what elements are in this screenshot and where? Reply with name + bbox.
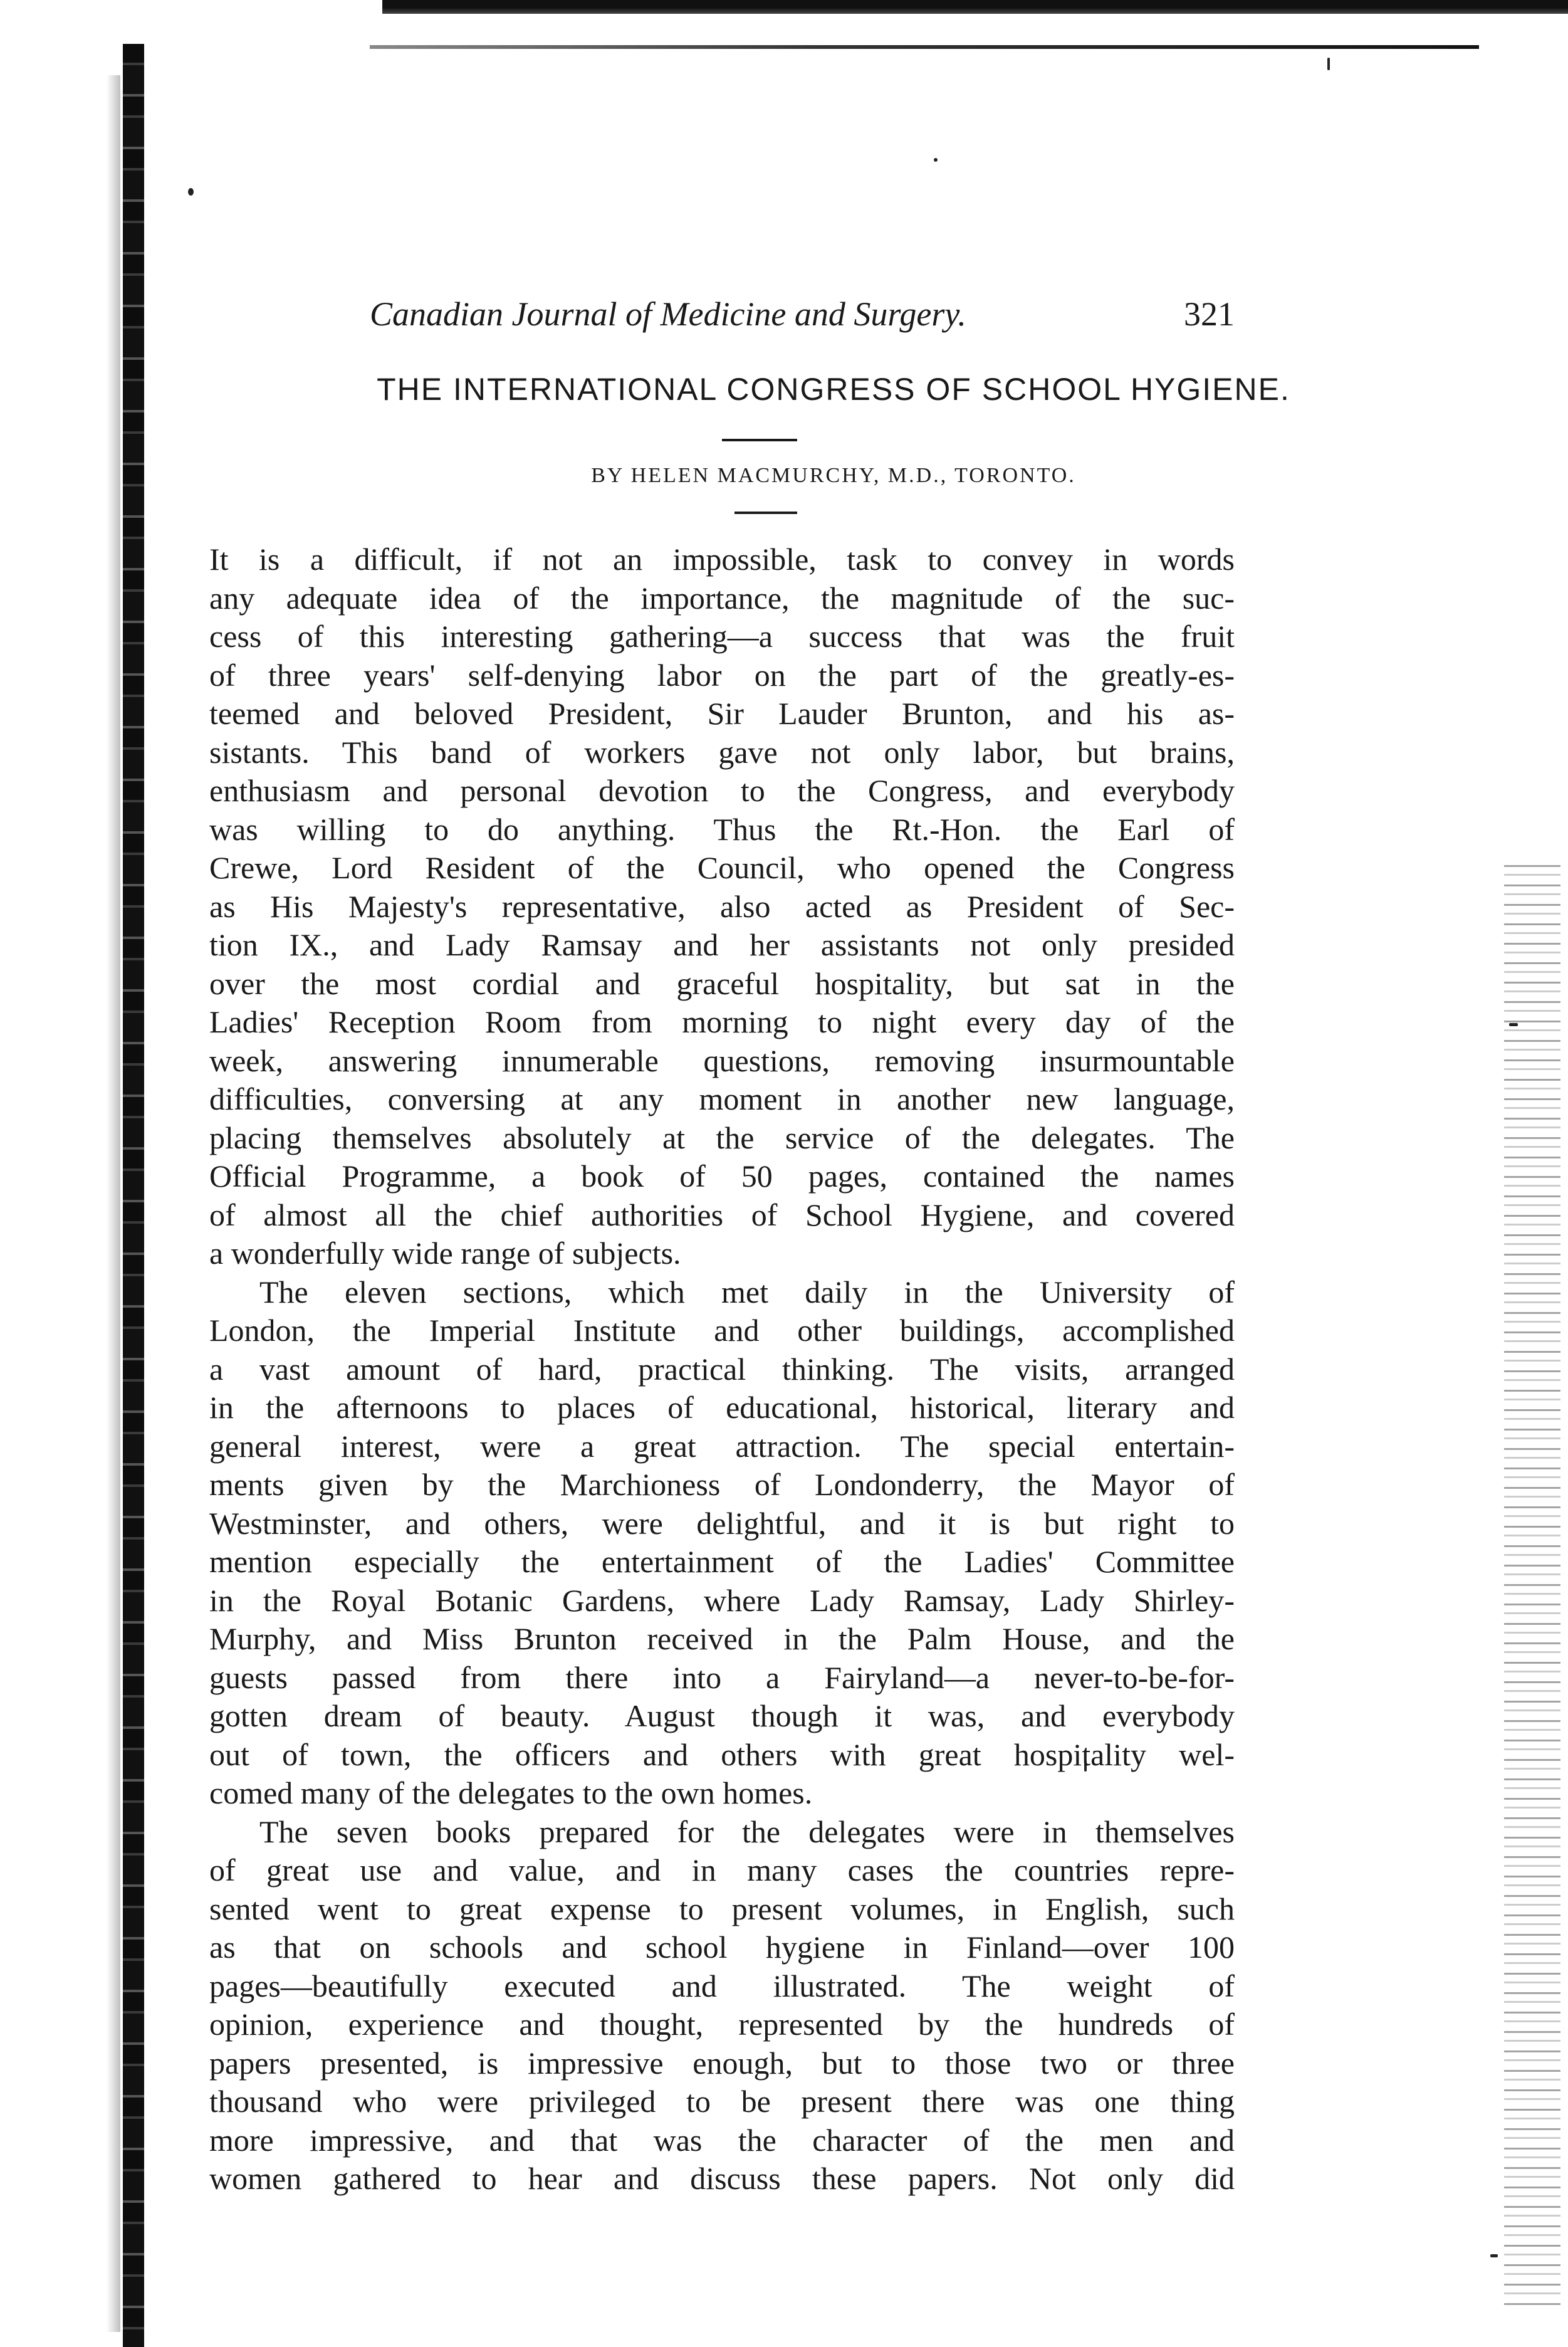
text-line: any adequate idea of the importance, the magnitude of the suc- bbox=[209, 580, 1235, 616]
text-line: The seven books prepared for the delegates were in themselves bbox=[259, 1814, 1235, 1849]
article-title: THE INTERNATIONAL CONGRESS OF SCHOOL HYGIENE. bbox=[377, 372, 1290, 407]
text-line: London, the Imperial Institute and other buildings, accomplished bbox=[209, 1313, 1235, 1348]
text-line: guests passed from there into a Fairyland—a never-to-be-for- bbox=[209, 1659, 1235, 1695]
text-line: enthusiasm and personal devotion to the Congress, and everybody bbox=[209, 773, 1235, 808]
text-line: The eleven sections, which met daily in the University of bbox=[259, 1274, 1235, 1310]
text-line: placing themselves absolutely at the service of the delegates. The bbox=[209, 1120, 1235, 1155]
text-line: ments given by the Marchioness of Londonderry, the Mayor of bbox=[209, 1467, 1235, 1502]
text-line: women gathered to hear and discuss these papers. Not only did bbox=[209, 2161, 1235, 2196]
text-line: out of town, the officers and others with great hospitality wel- bbox=[209, 1736, 1235, 1772]
text-line: of three years' self-denying labor on the part of the greatly-es- bbox=[209, 657, 1235, 693]
scan-speck bbox=[1490, 2254, 1498, 2257]
text-line: was willing to do anything. Thus the Rt.-Hon. the Earl of bbox=[209, 811, 1235, 847]
text-line: Ladies' Reception Room from morning to night every day of the bbox=[209, 1004, 1235, 1039]
text-line: in the Royal Botanic Gardens, where Lady Ramsay, Lady Shirley- bbox=[209, 1582, 1235, 1618]
text-line: papers presented, is impressive enough, but to those two or three bbox=[209, 2045, 1235, 2081]
scan-binding-shadow bbox=[107, 75, 120, 2332]
journal-title: Canadian Journal of Medicine and Surgery. bbox=[370, 295, 966, 333]
scan-binding-edge bbox=[123, 44, 144, 2347]
text-line: as that on schools and school hygiene in Finland—over 100 bbox=[209, 1930, 1235, 1965]
text-line: Official Programme, a book of 50 pages, contained the names bbox=[209, 1158, 1235, 1194]
text-line: mention especially the entertainment of the Ladies' Committee bbox=[209, 1544, 1235, 1579]
text-line: opinion, experience and thought, represented by the hundreds of bbox=[209, 2007, 1235, 2042]
text-line: sistants. This band of workers gave not only labor, but brains, bbox=[209, 734, 1235, 770]
text-line: a vast amount of hard, practical thinking. The visits, arranged bbox=[209, 1351, 1235, 1387]
text-line: as His Majesty's representative, also acted as President of Sec- bbox=[209, 888, 1235, 924]
text-line: teemed and beloved President, Sir Lauder Brunton, and his as- bbox=[209, 696, 1235, 731]
text-line: more impressive, and that was the character of the men and bbox=[209, 2122, 1235, 2158]
text-line: gotten dream of beauty. August though it was, and everybody bbox=[209, 1698, 1235, 1733]
scan-speck bbox=[1327, 58, 1330, 70]
byline-divider bbox=[734, 512, 797, 514]
text-line: in the afternoons to places of educational, historical, literary and bbox=[209, 1390, 1235, 1425]
text-line: thousand who were privileged to be present there was one thing bbox=[209, 2084, 1235, 2119]
text-line: difficulties, conversing at any moment in another new language, bbox=[209, 1081, 1235, 1116]
page-number: 321 bbox=[1184, 295, 1235, 333]
text-line: sented went to great expense to present volumes, in English, such bbox=[209, 1891, 1235, 1926]
scan-speck bbox=[188, 188, 194, 196]
text-line: over the most cordial and graceful hospitality, but sat in the bbox=[209, 965, 1235, 1001]
text-line: general interest, were a great attraction. The special entertain- bbox=[209, 1428, 1235, 1464]
text-line: pages—beautifully executed and illustrated. The weight of bbox=[209, 1968, 1235, 2003]
text-line: week, answering innumerable questions, removing insurmountable bbox=[209, 1042, 1235, 1078]
scan-speck bbox=[1509, 1023, 1518, 1026]
text-line: comed many of the delegates to the own homes. bbox=[209, 1775, 813, 1810]
running-head bbox=[370, 295, 1235, 345]
text-line: Murphy, and Miss Brunton received in the Palm House, and the bbox=[209, 1621, 1235, 1656]
article-body bbox=[209, 540, 1235, 2198]
text-line: of almost all the chief authorities of School Hygiene, and covered bbox=[209, 1197, 1235, 1232]
title-divider bbox=[722, 439, 797, 441]
text-line: a wonderfully wide range of subjects. bbox=[209, 1236, 681, 1271]
scan-speck bbox=[934, 158, 938, 162]
text-line: Westminster, and others, were delightful, and it is but right to bbox=[209, 1505, 1235, 1541]
text-line: Crewe, Lord Resident of the Council, who opened the Congress bbox=[209, 850, 1235, 885]
scan-top-edge bbox=[382, 0, 1568, 14]
text-line: of great use and value, and in many cases the countries repre- bbox=[209, 1852, 1235, 1888]
text-line: tion IX., and Lady Ramsay and her assistants not only presided bbox=[209, 927, 1235, 962]
scan-right-edge-noise bbox=[1504, 865, 1560, 2307]
scan-top-rule bbox=[370, 45, 1479, 49]
text-line: It is a difficult, if not an impossible, task to convey in words bbox=[209, 542, 1235, 577]
text-line: cess of this interesting gathering—a success that was the fruit bbox=[209, 619, 1235, 654]
article-byline: BY HELEN MACMURCHY, M.D., TORONTO. bbox=[591, 464, 1076, 487]
